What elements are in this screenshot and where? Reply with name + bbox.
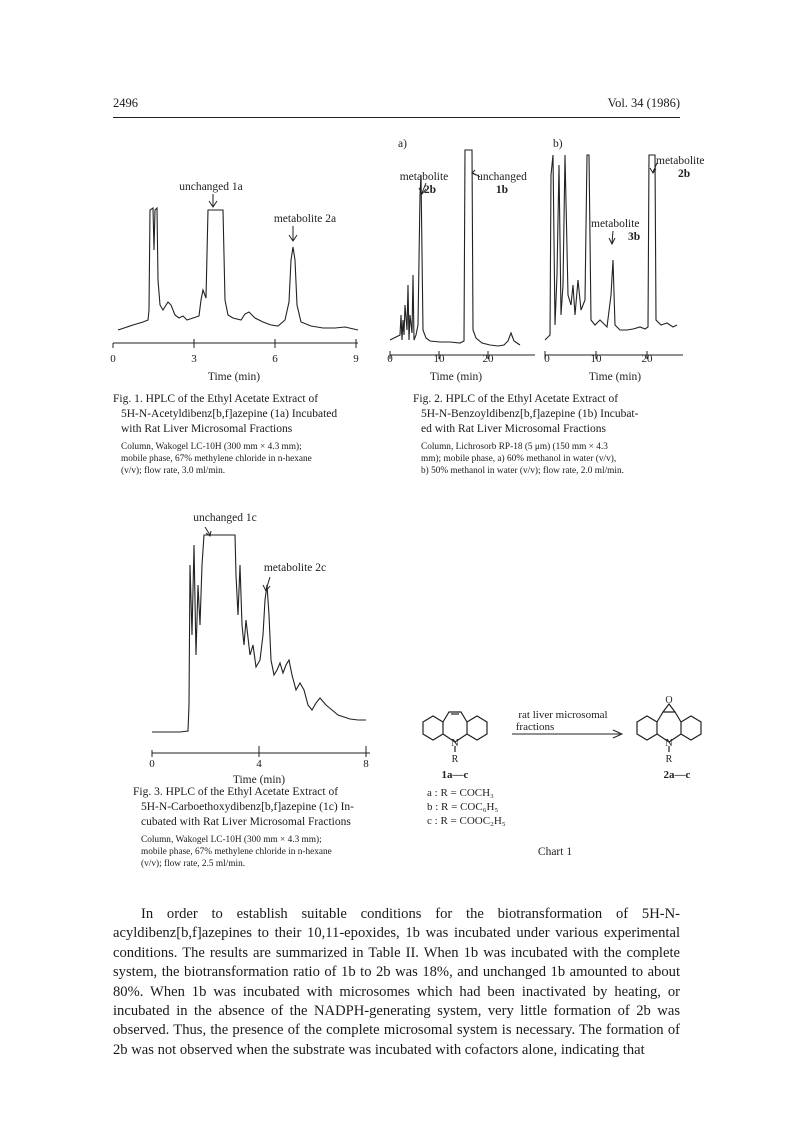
- fig2-caption-line-2: 5H-N-Benzoyldibenz[b,f]azepine (1b) Incubat-: [421, 408, 639, 420]
- fig3-trace: [152, 535, 366, 732]
- product-o-atom: O: [665, 695, 673, 706]
- fig3-chromatogram: [150, 505, 380, 795]
- chart1-reaction-scheme: [415, 690, 705, 865]
- fig2b-metabolite-2b-arrow: [650, 163, 657, 173]
- fig2a-chromatogram: [387, 135, 540, 385]
- fig1-caption-line-2: 5H-N-Acetyldibenz[b,f]azepine (1a) Incubated: [121, 408, 338, 420]
- fig3-caption: [133, 785, 395, 870]
- fig2b-xlabel: Time (min): [588, 371, 642, 383]
- fig1-detail-line-2: mobile phase, 67% methylene chloride in n-hexane: [121, 454, 312, 464]
- fig1-metabolite-arrow: [289, 226, 297, 241]
- fig2a-panel-label: a): [398, 138, 407, 150]
- fig2a-unchanged-label-1: unchanged: [477, 171, 527, 183]
- fig1-unchanged-label: unchanged 1a: [179, 181, 243, 193]
- fig2a-tick-label-0: 0: [387, 353, 393, 365]
- chart1-product-label: 2a—c: [663, 769, 691, 781]
- fig3-unchanged-label: unchanged 1c: [193, 512, 257, 524]
- fig1-tick-label-9: 9: [353, 353, 359, 365]
- fig2a-tick-label-10: 10: [433, 353, 445, 365]
- fig2b-tick-label-20: 20: [641, 353, 653, 365]
- fig3-detail-line-2: mobile phase, 67% methylene chloride in n-hexane: [141, 847, 332, 857]
- fig1-detail-line-1: Column, Wakogel LC-10H (300 mm × 4.3 mm);: [121, 442, 302, 452]
- fig2b-chromatogram: [544, 135, 705, 385]
- chart1-reactant-label: 1a—c: [441, 769, 469, 781]
- volume-label: Vol. 34 (1986): [607, 96, 680, 110]
- chart1-substituent-b: b : R = COC₆H₅: [427, 801, 499, 813]
- fig2b-metabolite-3b-label-1: metabolite: [591, 218, 640, 230]
- chart1-substituent-c: c : R = COOC₂H₅: [427, 815, 506, 827]
- chart1-substituent-a: a : R = COCH₃: [427, 787, 494, 799]
- fig2a-unchanged-label-2: 1b: [495, 184, 509, 196]
- fig3-detail-line-1: Column, Wakogel LC-10H (300 mm × 4.3 mm);: [141, 835, 322, 845]
- fig3-tick-label-4: 4: [256, 758, 262, 770]
- fig3-caption-line-2: 5H-N-Carboethoxydibenz[b,f]azepine (1c) In-: [141, 801, 354, 813]
- chart1-title: Chart 1: [537, 846, 573, 858]
- fig2a-xlabel: Time (min): [429, 371, 483, 383]
- fig1-metabolite-label: metabolite 2a: [273, 213, 337, 225]
- fig2b-tick-label-0: 0: [544, 353, 550, 365]
- fig2b-metabolite-2b-label-2: 2b: [678, 168, 691, 180]
- product-n-atom: N: [665, 738, 673, 749]
- fig3-xlabel: Time (min): [232, 774, 286, 786]
- body-text: [113, 905, 680, 1060]
- fig2-detail-line-1: Column, Lichrosorb RP-18 (5 μm) (150 mm × 4.3: [421, 442, 608, 452]
- reactant-r-group: R: [451, 754, 459, 765]
- chart1-arrow-label-1: rat liver microsomal: [518, 709, 608, 721]
- fig2b-metabolite-3b-arrow: [609, 231, 615, 244]
- fig1-tick-label-0: 0: [110, 353, 116, 365]
- fig2-detail-line-3: b) 50% methanol in water (v/v); flow rate, 2.0 ml/min.: [421, 466, 624, 476]
- fig3-caption-line-3: cubated with Rat Liver Microsomal Fractions: [141, 816, 351, 828]
- fig2a-tick-label-20: 20: [482, 353, 494, 365]
- fig1-xlabel: Time (min): [207, 371, 261, 383]
- reactant-n-atom: N: [451, 738, 459, 749]
- fig1-trace: [118, 208, 358, 330]
- fig3-metabolite-label: metabolite 2c: [263, 562, 327, 574]
- fig1-caption: [113, 392, 375, 477]
- fig2b-tick-label-10: 10: [590, 353, 602, 365]
- fig2a-metabolite-label-2: 2b: [423, 184, 437, 196]
- fig1-unchanged-arrow: [209, 194, 217, 207]
- fig3-tick-label-0: 0: [149, 758, 155, 770]
- product-r-group: R: [665, 754, 673, 765]
- chart1-arrow-label-2: fractions: [515, 721, 555, 733]
- fig2b-trace: [545, 155, 677, 340]
- fig3-tick-label-8: 8: [363, 758, 369, 770]
- fig2-detail-line-2: mm); mobile phase, a) 60% methanol in water (v/v),: [421, 454, 617, 464]
- fig2b-metabolite-2b-label-1: metabolite: [656, 155, 705, 167]
- fig3-detail-line-3: (v/v); flow rate, 2.5 ml/min.: [141, 859, 246, 869]
- fig3-caption-line-1: Fig. 3. HPLC of the Ethyl Acetate Extract of: [133, 786, 339, 798]
- fig2b-panel-label: b): [553, 138, 563, 150]
- header-rule: [113, 117, 680, 118]
- fig2a-metabolite-label-1: metabolite: [399, 171, 449, 183]
- fig1-detail-line-3: (v/v); flow rate, 3.0 ml/min.: [121, 466, 226, 476]
- fig2-caption-line-3: ed with Rat Liver Microsomal Fractions: [421, 423, 606, 435]
- fig1-caption-line-1: Fig. 1. HPLC of the Ethyl Acetate Extract of: [113, 393, 319, 405]
- fig2b-metabolite-3b-label-2: 3b: [628, 231, 641, 243]
- fig1-tick-label-3: 3: [191, 353, 197, 365]
- fig1-tick-label-6: 6: [272, 353, 278, 365]
- page-number: 2496: [113, 96, 138, 110]
- fig1-chromatogram: [110, 170, 375, 390]
- body-paragraph: In order to establish suitable conditions for the biotransformation of 5H-N-acyldibenz[b,f]azepines to their 10,11-epoxides, 1b was incubated under various experimental conditions. The results are summarized in Table II. When 1b was incubated with the complete system, the biotransformation ratio of 1b to 2b was 18%, and unchanged 1b amounted to about 80%. When 1b was incubated with microsomes which had been inactivated by heating, or incubated in the absence of the NADPH-generating system, very little formation of 2b was observed. Thus, the presence of the complete microsomal system is necessary. The formation of 2b was not observed when the substrate was incubated with cofactors alone, indicating that: [113, 906, 680, 1058]
- fig1-caption-line-3: with Rat Liver Microsomal Fractions: [121, 423, 293, 435]
- fig2-caption-line-1: Fig. 2. HPLC of the Ethyl Acetate Extract of: [413, 393, 619, 405]
- fig2-caption: [405, 392, 690, 477]
